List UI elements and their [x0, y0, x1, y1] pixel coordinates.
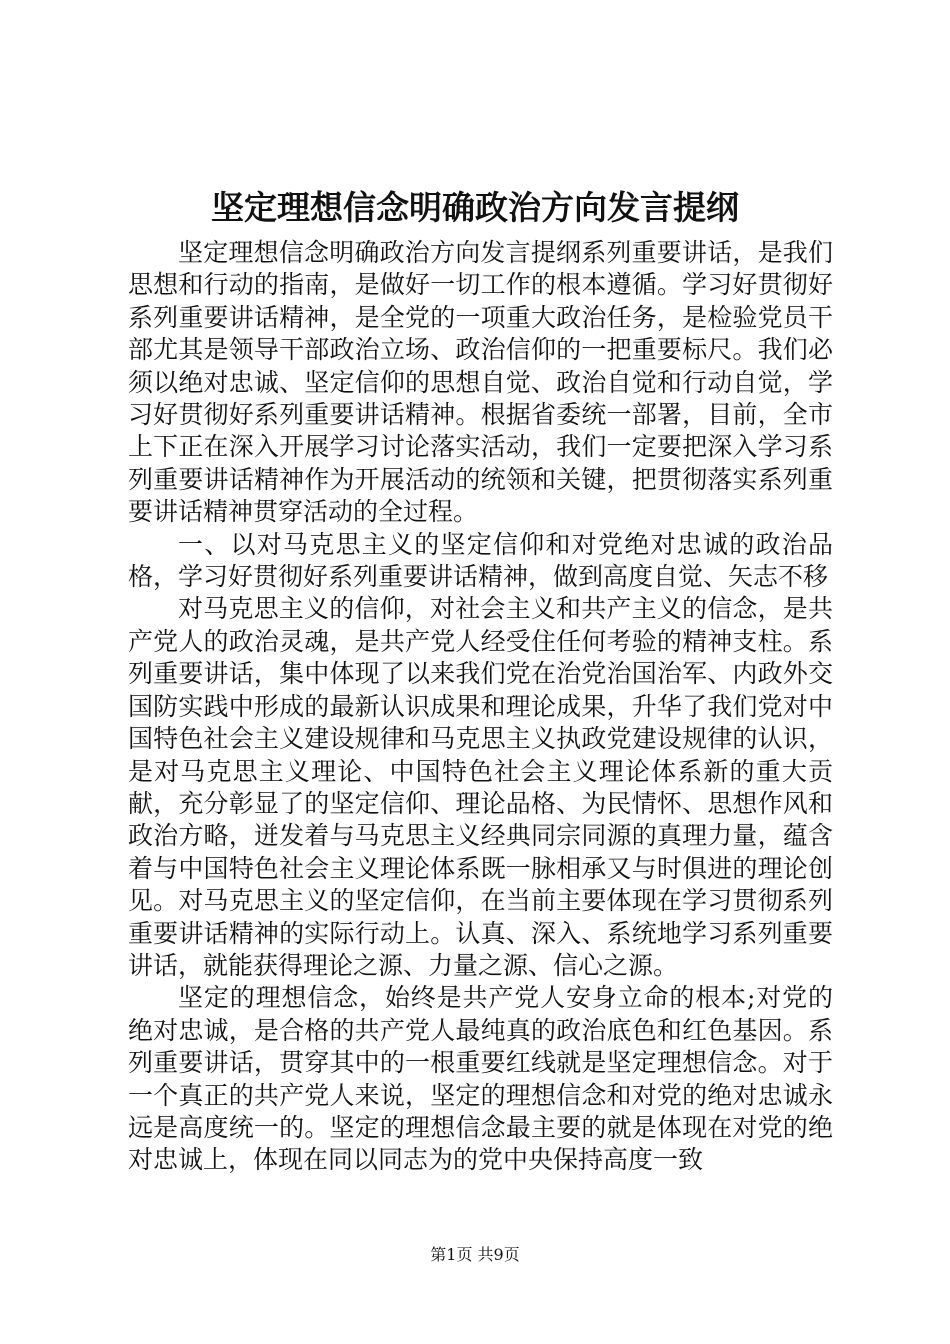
paragraph-ideals-loyalty: 坚定的理想信念，始终是共产党人安身立命的根本;对党的绝对忠诚，是合格的共产党人最纯真的政治底色和红色基因。系列重要讲话，贯穿其中的一根重要红线就是坚定理想信念。对于一个真正的共产党人来说，坚定的理想信念和对党的绝对忠诚永远是高度统一的。坚定的理想信念最主要的就是体现在对党的绝对忠诚上，体现在同以同志为的党中央保持高度一致 — [128, 983, 833, 1175]
document-body — [128, 237, 833, 1177]
page-number-footer: 第1页 共9页 — [430, 1245, 520, 1264]
document-title: 坚定理想信念明确政治方向发言提纲 — [211, 188, 739, 227]
paragraph-marxism-faith: 对马克思主义的信仰，对社会主义和共产主义的信念，是共产党人的政治灵魂，是共产党人经受住任何考验的精神支柱。系列重要讲话，集中体现了以来我们党在治党治国治军、内政外交国防实践中形成的最新认识成果和理论成果，升华了我们党对中国特色社会主义建设规律和马克思主义执政党建设规律的认识，是对马克思主义理论、中国特色社会主义理论体系新的重大贡献，充分彰显了的坚定信仰、理论品格、为民情怀、思想作风和政治方略，迸发着与马克思主义经典同宗同源的真理力量，蕴含着与中国特色社会主义理论体系既一脉相承又与时俱进的理论创见。对马克思主义的坚定信仰，在当前主要体现在学习贯彻系列重要讲话精神的实际行动上。认真、深入、系统地学习系列重要讲话，就能获得理论之源、力量之源、信心之源。 — [128, 594, 833, 980]
paragraph-intro: 坚定理想信念明确政治方向发言提纲系列重要讲话，是我们思想和行动的指南，是做好一切工作的根本遵循。学习好贯彻好系列重要讲话精神，是全党的一项重大政治任务，是检验党员干部尤其是领导干部政治立场、政治信仰的一把重要标尺。我们必须以绝对忠诚、坚定信仰的思想自觉、政治自觉和行动自觉，学习好贯彻好系列重要讲话精神。根据省委统一部署，目前，全市上下正在深入开展学习讨论落实活动，我们一定要把深入学习系列重要讲话精神作为开展活动的统领和关键，把贯彻落实系列重要讲话精神贯穿活动的全过程。 — [128, 238, 833, 527]
paragraph-section-heading-1: 一、以对马克思主义的坚定信仰和对党绝对忠诚的政治品格，学习好贯彻好系列重要讲话精神，做到高度自觉、矢志不移 — [128, 529, 833, 592]
